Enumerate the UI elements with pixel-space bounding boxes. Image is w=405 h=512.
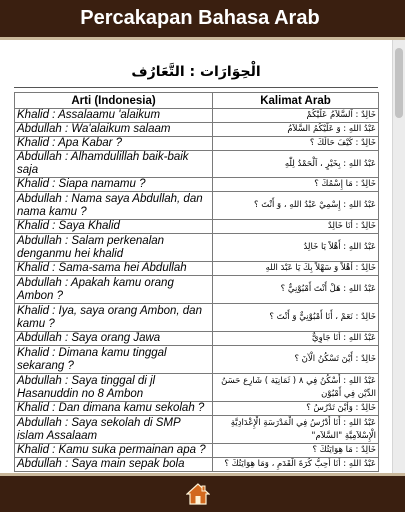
- indonesian-text: Abdullah : Saya main sepak bola: [15, 458, 213, 472]
- indonesian-text: Khalid : Sama-sama hei Abdullah: [15, 262, 213, 276]
- table-row: [15, 276, 379, 304]
- indonesian-text: Abdullah : Alhamdulillah baik-baik saja: [15, 151, 213, 178]
- arabic-text: عَبْدُ اللهِ : أَنَا أُحِبُّ كُرَةَ الْقَدَمِ ، وَمَا هِوَايَتُكَ ؟: [213, 458, 379, 472]
- arabic-text: عَبْدُ اللهِ : أَسْكُنُ فِي ٨ ( ثَمَانِيَة ) شَارِع حَسَنُ الدِّيْن فِي أَمْبُوْن: [213, 374, 379, 402]
- indonesian-text: Khalid : Apa Kabar ?: [15, 137, 213, 151]
- indonesian-text: Abdullah : Nama saya Abdullah, dan nama kamu ?: [15, 192, 213, 220]
- table-row: [15, 151, 379, 178]
- table-row: [15, 346, 379, 374]
- indonesian-text: Khalid : Dimana kamu tinggal sekarang ?: [15, 346, 213, 374]
- arabic-text: عَبْدُ اللهِ : أَنَا جَاوِيٌّ: [213, 332, 379, 346]
- app-footer: [0, 473, 405, 512]
- arabic-text: عَبْدُ اللهِ : أَهْلاً يَا خَالِدُ: [213, 234, 379, 262]
- table-row: [15, 374, 379, 402]
- indonesian-text: Khalid : Assalaamu 'alaikum: [15, 109, 213, 123]
- scrollbar-thumb[interactable]: [395, 48, 403, 118]
- indonesian-text: Abdullah : Wa'alaikum salaam: [15, 123, 213, 137]
- arabic-text: عَبْدُ اللهِ : إِسْمِيْ عَبْدُ اللهِ ، وَ أَنْتَ ؟: [213, 192, 379, 220]
- table-row: [15, 123, 379, 137]
- table-row: [15, 444, 379, 458]
- table-row: [15, 304, 379, 332]
- table-row: [15, 234, 379, 262]
- indonesian-text: Khalid : Iya, saya orang Ambon, dan kamu ?: [15, 304, 213, 332]
- home-button[interactable]: [186, 482, 210, 506]
- indonesian-text: Abdullah : Saya orang Jawa: [15, 332, 213, 346]
- arabic-text: عَبْدُ اللهِ : أَنَا أَدْرُسُ فِي الْمَدْرَسَةِ الْإِعْدَادِيَّةِ الْإِسْلاَمِيَّةِ "السَّلاَم": [213, 416, 379, 444]
- table-row: [15, 458, 379, 472]
- table-row: [15, 220, 379, 234]
- arabic-text: عَبْدُ اللهِ : هَلْ أَنْتَ أَمْبُوْنِيٌّ ؟: [213, 276, 379, 304]
- arabic-text: خَالِدٌ : وَأَيْنَ تَدْرُسُ ؟: [213, 402, 379, 416]
- arabic-text: خَالِدٌ : أَهْلاً وَ سَهْلاً بِكَ يَا عَبْدَ اللهِ: [213, 262, 379, 276]
- column-header-indonesia: Arti (Indonesia): [15, 93, 213, 109]
- arabic-text: عَبْدُ اللهِ : وَ عَلَيْكُمُ السَّلاَمُ: [213, 123, 379, 137]
- arabic-text: عَبْدُ اللهِ : بِخَيْرٍ ، اَلْحَمْدُ لِلّٰهِ: [213, 151, 379, 178]
- vertical-scrollbar[interactable]: [392, 40, 405, 473]
- indonesian-text: Khalid : Saya Khalid: [15, 220, 213, 234]
- table-row: [15, 262, 379, 276]
- indonesian-text: Abdullah : Saya tinggal di jl Hasanuddin no 8 Ambon: [15, 374, 213, 402]
- indonesian-text: Khalid : Siapa namamu ?: [15, 178, 213, 192]
- arabic-text: خَالِدٌ : مَا إِسْمُكَ ؟: [213, 178, 379, 192]
- app-title: Percakapan Bahasa Arab: [80, 7, 320, 29]
- arabic-text: خَالِدٌ : مَا هِوَايَتُكَ ؟: [213, 444, 379, 458]
- table-row: [15, 109, 379, 123]
- home-icon: [186, 482, 210, 506]
- table-row: [15, 178, 379, 192]
- indonesian-text: Abdullah : Salam perkenalan denganmu hei khalid: [15, 234, 213, 262]
- table-row: [15, 137, 379, 151]
- column-header-arab: Kalimat Arab: [213, 93, 379, 109]
- section-title: الْحِوَارَات : التَّعَارُف: [131, 64, 261, 80]
- arabic-text: خَالِدٌ : كَيْفَ حَالُكَ ؟: [213, 137, 379, 151]
- arabic-text: خَالِدٌ : أَيْنَ تَسْكُنُ الْآنَ ؟: [213, 346, 379, 374]
- indonesian-text: Khalid : Kamu suka permainan apa ?: [15, 444, 213, 458]
- content-area[interactable]: [0, 40, 392, 473]
- arabic-text: خَالِدٌ : نَعَمْ ، أَنَا أَمْبُوْنِيٌّ وَ أَنْتَ ؟: [213, 304, 379, 332]
- arabic-text: خَالِدٌ : أَنَا خَالِدٌ: [213, 220, 379, 234]
- indonesian-text: Abdullah : Saya sekolah di SMP islam Assalaam: [15, 416, 213, 444]
- table-header-row: [15, 93, 379, 109]
- table-row: [15, 402, 379, 416]
- table-row: [15, 332, 379, 346]
- indonesian-text: Khalid : Dan dimana kamu sekolah ?: [15, 402, 213, 416]
- arabic-text: خَالِدٌ : اَلسَّلاَمُ عَلَيْكُمْ: [213, 109, 379, 123]
- conversation-table: [14, 92, 379, 472]
- indonesian-text: Abdullah : Apakah kamu orang Ambon ?: [15, 276, 213, 304]
- app-header: [0, 0, 405, 40]
- table-row: [15, 416, 379, 444]
- section-divider: [14, 87, 378, 88]
- table-row: [15, 192, 379, 220]
